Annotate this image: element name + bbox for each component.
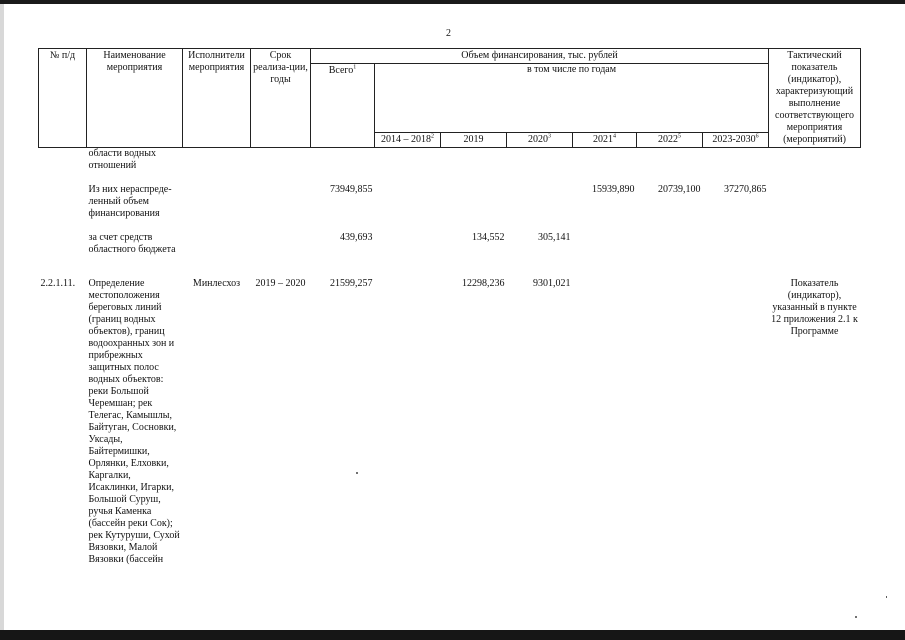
scan-edge (0, 0, 4, 640)
row-2023-2030 (703, 278, 769, 566)
row-period (251, 184, 311, 232)
header-indicator: Тактический показатель (индикатор), характеризующий выполнение соответствующего мероприятия (мероприятий) (769, 49, 861, 148)
header-year-2021: 2021$^4$ (573, 133, 637, 148)
header-including: в том числе по годам (375, 64, 769, 133)
row-2021 (573, 278, 637, 566)
row-2022: 20739,100 (658, 183, 701, 195)
row-2023-2030 (703, 148, 769, 184)
header-executors: Исполнители мероприятия (183, 49, 251, 148)
table-row (39, 184, 861, 232)
scan-speck (855, 616, 857, 618)
row-num: 2.2.1.11. (40, 277, 76, 289)
row-exec (183, 232, 251, 278)
scan-border-top (0, 0, 905, 4)
table-row (39, 278, 861, 566)
row-num (39, 184, 87, 232)
row-name: Из них нераспреде-ленный объем финансирования (88, 183, 172, 219)
row-indicator (769, 232, 861, 278)
row-name: области водных отношений (88, 148, 156, 171)
header-year-2023-2030: 2023-2030$^6$ (703, 133, 769, 148)
row-2022 (637, 278, 703, 566)
row-2019: 134,552 (472, 231, 505, 243)
row-2020: 9301,021 (533, 277, 571, 289)
header-period: Срок реализа-ции, годы (251, 49, 311, 148)
row-period: 2019 – 2020 (255, 277, 306, 289)
row-2021: 15939,890 (592, 183, 635, 195)
financing-table (38, 48, 861, 566)
header-num: № п/д (39, 49, 87, 148)
row-2022 (637, 148, 703, 184)
row-indicator (769, 184, 861, 232)
row-2014-2018 (375, 148, 441, 184)
page-number: 2 (446, 28, 451, 39)
header-year-2014-2018: 2014 – 2018$^2$ (375, 133, 441, 148)
row-2020: 305,141 (538, 231, 571, 243)
row-2019: 12298,236 (462, 277, 505, 289)
row-total (311, 148, 375, 184)
row-2022 (637, 232, 703, 278)
row-2014-2018 (375, 232, 441, 278)
row-num (39, 232, 87, 278)
row-total: 73949,855 (330, 183, 373, 195)
row-2014-2018 (375, 184, 441, 232)
row-2020 (507, 148, 573, 184)
row-2019 (441, 148, 507, 184)
header-total: Всего$^1$ (311, 64, 375, 148)
row-2021 (573, 148, 637, 184)
header-financing: Объем финансирования, тыс. рублей (311, 49, 769, 64)
row-name: за счет средств областного бюджета (88, 231, 176, 255)
row-indicator: Показатель (индикатор), указанный в пункте 12 приложения 2.1 к Программе (771, 277, 858, 337)
row-num (39, 148, 87, 184)
table-row (39, 148, 861, 184)
row-2019 (441, 184, 507, 232)
header-year-2019: 2019 (441, 133, 507, 148)
row-exec (183, 148, 251, 184)
row-total: 439,693 (340, 231, 373, 243)
row-indicator (769, 148, 861, 184)
row-2021 (573, 232, 637, 278)
header-year-2022: 2022$^5$ (637, 133, 703, 148)
row-exec (183, 184, 251, 232)
table-row (39, 232, 861, 278)
scan-speck (886, 596, 887, 598)
scan-speck (356, 472, 358, 474)
scan-border-bottom (0, 630, 905, 640)
row-period (251, 232, 311, 278)
row-2023-2030: 37270,865 (724, 183, 767, 195)
row-2020 (507, 184, 573, 232)
row-period (251, 148, 311, 184)
header-name: Наименование мероприятия (87, 49, 183, 148)
header-year-2020: 2020$^3$ (507, 133, 573, 148)
row-2014-2018 (375, 278, 441, 566)
row-total: 21599,257 (330, 277, 373, 289)
row-2023-2030 (703, 232, 769, 278)
row-exec: Минлесхоз (192, 277, 241, 289)
row-name: Определение местоположения береговых линий (границ водных объектов), границ водоохранных зон и прибрежных защитных полос водных объектов: реки Большой Черемшан; рек Телегас, Камышлы, Байтуган, Сосновки, Уксады, Байтермишки, Орлянки, Елховки, Каргалки, Исаклинки, Игарки, Большой Суруш, ручья Каменка (бассейн реки Сок); рек Кутуруши, Сухой Вязовки, Малой Вязовки (бассейн (88, 277, 180, 565)
